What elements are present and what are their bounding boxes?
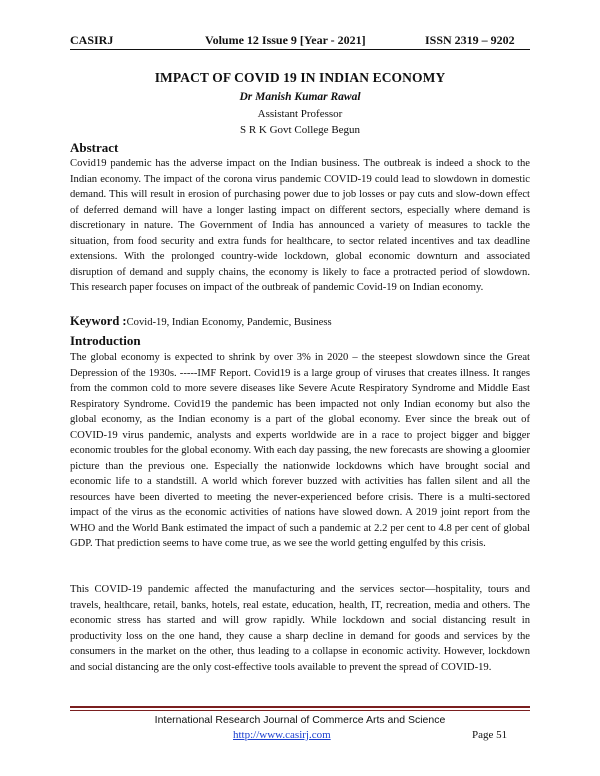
- footer-divider-thin: [70, 710, 530, 711]
- keywords-text: Covid-19, Indian Economy, Pandemic, Business: [126, 317, 332, 328]
- paper-title: IMPACT OF COVID 19 IN INDIAN ECONOMY: [154, 70, 446, 85]
- introduction-paragraph-1: The global economy is expected to shrink by over 3% in 2020 – the steepest slowdown since the Great Depression of the 1930s. -----IMF Report. Covid19 is a large group of viruses that creates illness. It ranges from the common cold to more severe diseases like Severe Acute Respiratory Syndrome and Middle East Respiratory Syndrome. Covid19 the pandemic has been impacted not only Indian economy but also the global economy, as the Indian economy is a part of the global economy. Ever since the break out of COVID-19 virus pandemic, analysts and experts worldwide are in a race to project bigger and bigger economic troubles for the global economy. With each day passing, the new forecasts are showing a gloomier picture than the previous one. Especially the nationwide lockdowns which have brought social and economic life to a standstill. A world which forever buzzed with activities has fallen silent and all the resources have been diverted to meeting the never-experienced before crisis. There is a multi-sectored impact of the virus as the economic activities of nations have slowed down. A 2019 joint report from the WHO and the World Bank estimated the impact of such a pandemic at 2.2 per cent to 4.8 per cent of global GDP. That prediction seems to have come true, as we see the world getting engulfed by this crisis.: [70, 352, 530, 549]
- author-designation: Assistant Professor: [257, 108, 343, 120]
- keywords-label: Keyword :: [70, 314, 127, 328]
- author-name: Dr Manish Kumar Rawal: [239, 91, 361, 103]
- running-header: [70, 33, 530, 49]
- abstract-text: Covid19 pandemic has the adverse impact on the Indian business. The outbreak is indeed a shock to the Indian economy. The impact of the corona virus pandemic COVID-19 could lead to slowdown in domestic demand. This will result in erosion of purchasing power due to job losses or pay cuts and slow-down effect of deferred demand will have a longer lasting impact on different sectors, especially where demand is discretionary in nature. The Government of India has announced a variety of measures to tackle the situation, from food security and extra funds for healthcare, to sector related incentives and tax deadline extensions. With the prolonged country-wide lockdown, global economic downturn and associated disruption of demand and supply chains, the economy is likely to face a protracted period of slowdown. This research paper focuses on impact of the outbreak of pandemic Covid-19 on Indian economy.: [70, 158, 530, 293]
- introduction-heading: Introduction: [70, 333, 141, 348]
- footer-journal-name: International Research Journal of Commerce Arts and Science: [154, 714, 446, 726]
- header-divider: [70, 49, 530, 50]
- abstract-heading: Abstract: [70, 140, 119, 155]
- journal-abbreviation: CASIRJ: [70, 33, 114, 47]
- issn-number: ISSN 2319 – 9202: [425, 33, 515, 47]
- keywords-line: [70, 314, 530, 329]
- journal-website-link[interactable]: http://www.casirj.com: [233, 729, 331, 741]
- page-number: Page 51: [472, 729, 508, 741]
- author-institution: S R K Govt College Begun: [239, 124, 361, 136]
- volume-issue-year: Volume 12 Issue 9 [Year - 2021]: [205, 33, 366, 47]
- introduction-paragraph-2: This COVID-19 pandemic affected the manufacturing and the services sector—hospitality, tours and travels, healthcare, retail, banks, hotels, real estate, education, health, IT, recreation, media and others. The economic stress has started and will grow rapidly. While lockdown and social distancing result in productivity loss on the one hand, they cause a sharp decline in demand for goods and services by the consumers in the market on the other, thus leading to a collapse in economic activity. However, lockdown and social distancing are the only cost-effective tools available to prevent the spread of COVID-19.: [70, 584, 530, 673]
- footer-divider-thick: [70, 706, 530, 708]
